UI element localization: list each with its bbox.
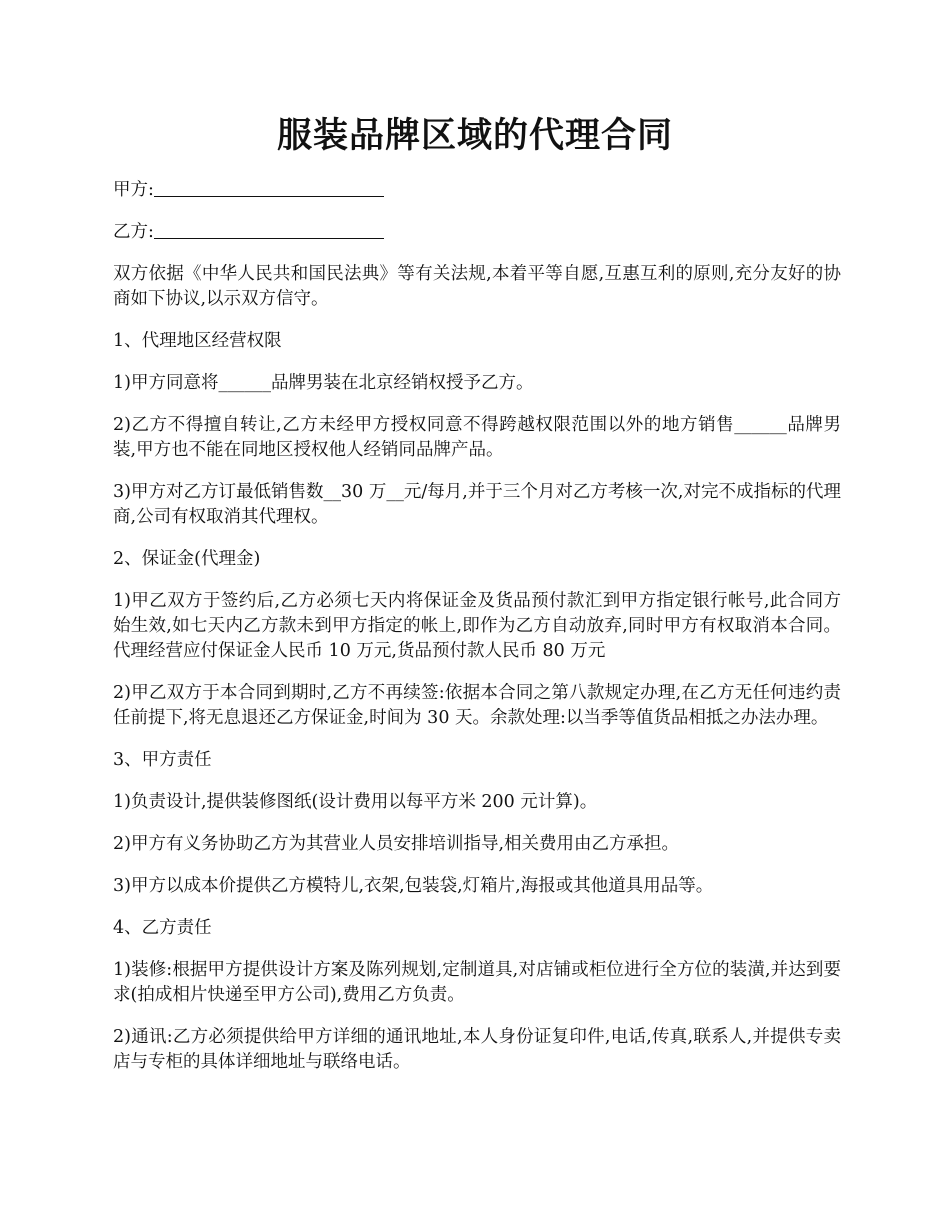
clause-paragraph: 2)甲乙双方于本合同到期时,乙方不再续签:依据本合同之第八款规定办理,在乙方无任何违约责任前提下,将无息退还乙方保证金,时间为 30 天。余款处理:以当季等值货品相抵之办法办理。 <box>113 683 841 728</box>
party-a-blank <box>154 178 384 197</box>
party-b-label: 乙方: <box>113 222 154 242</box>
clause-paragraph: 2)乙方不得擅自转让,乙方未经甲方授权同意不得跨越权限范围以外的地方销售______品牌男装,甲方也不能在同地区授权他人经销同品牌产品。 <box>113 415 841 460</box>
clause-paragraph: 3)甲方对乙方订最低销售数__30 万__元/每月,并于三个月对乙方考核一次,对完不成指标的代理商,公司有权取消其代理权。 <box>113 482 841 527</box>
document-title: 服装品牌区域的代理合同 <box>276 115 673 156</box>
section-heading: 3、甲方责任 <box>113 750 212 770</box>
preamble-paragraph: 双方依据《中华人民共和国民法典》等有关法规,本着平等自愿,互惠互利的原则,充分友好的协商如下协议,以示双方信守。 <box>113 264 841 309</box>
clause-paragraph: 2)通讯:乙方必须提供给甲方详细的通讯地址,本人身份证复印件,电话,传真,联系人,并提供专卖店与专柜的具体详细地址与联络电话。 <box>113 1027 841 1072</box>
document-body <box>113 178 841 1092</box>
clause-paragraph: 1)甲乙双方于签约后,乙方必须七天内将保证金及货品预付款汇到甲方指定银行帐号,此合同方始生效,如七天内乙方款未到甲方指定的帐上,即作为乙方自动放弃,同时甲方有权取消本合同。代理经营应付保证金人民币 10 万元,货品预付款人民币 80 万元 <box>113 591 841 661</box>
clause-paragraph: 1)装修:根据甲方提供设计方案及陈列规划,定制道具,对店铺或柜位进行全方位的装潢,并达到要求(拍成相片快递至甲方公司),费用乙方负责。 <box>113 960 841 1005</box>
clause-paragraph: 3)甲方以成本价提供乙方模特儿,衣架,包装袋,灯箱片,海报或其他道具用品等。 <box>113 876 714 896</box>
section-heading: 1、代理地区经营权限 <box>113 331 282 351</box>
party-b-blank <box>154 220 384 239</box>
clause-paragraph: 1)甲方同意将______品牌男装在北京经销权授予乙方。 <box>113 373 534 393</box>
section-heading: 2、保证金(代理金) <box>113 549 261 569</box>
party-b-line <box>113 220 841 245</box>
clause-paragraph: 1)负责设计,提供装修图纸(设计费用以每平方米 200 元计算)。 <box>113 792 598 812</box>
party-a-label: 甲方: <box>113 180 154 200</box>
section-heading: 4、乙方责任 <box>113 918 212 938</box>
party-a-line <box>113 178 841 203</box>
clause-paragraph: 2)甲方有义务协助乙方为其营业人员安排培训指导,相关费用由乙方承担。 <box>113 834 680 854</box>
